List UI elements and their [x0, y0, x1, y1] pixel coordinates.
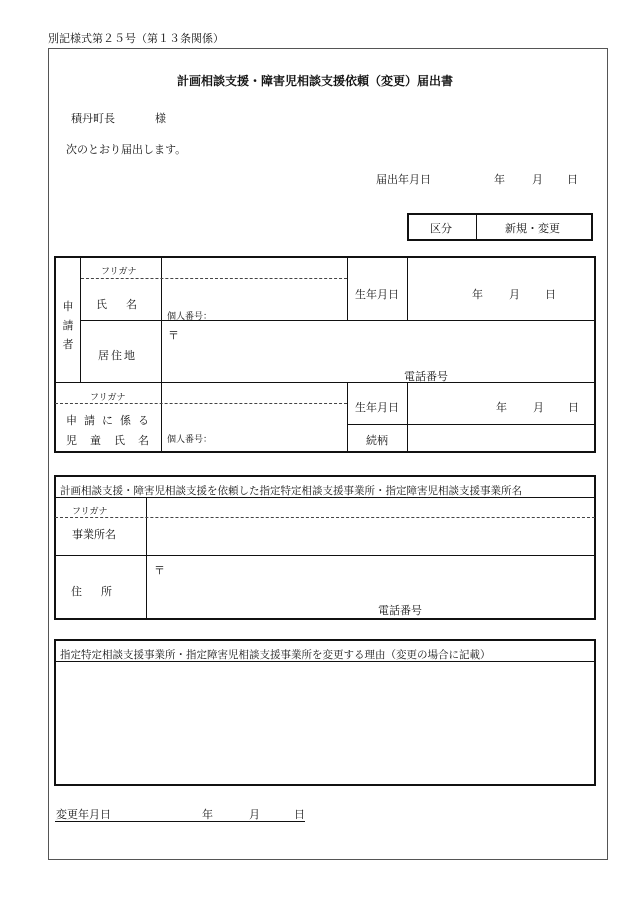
- addressee-name: 積丹町長: [71, 112, 115, 125]
- birth-value-divider-2: [407, 383, 408, 452]
- child-relation-label: 続柄: [366, 434, 388, 447]
- row-line-3: [347, 424, 595, 425]
- office-furigana-line: [55, 517, 595, 518]
- change-date-label: 変更年月日: [56, 808, 111, 821]
- reason-heading: 指定特定相談支援事業所・指定障害児相談支援事業所を変更する理由（変更の場合に記載）: [60, 649, 491, 661]
- furigana-line-1: [81, 278, 347, 279]
- applicant-birth-year: 年: [472, 288, 483, 301]
- category-label: 区分: [430, 222, 452, 235]
- applicant-group-char-3: 者: [62, 338, 74, 351]
- label-col-divider: [161, 257, 162, 452]
- furigana-line-2: [55, 403, 347, 404]
- form-number: 別記様式第２５号（第１３条関係）: [48, 32, 224, 45]
- category-value: 新規・変更: [505, 222, 560, 235]
- applicant-group-label: [60, 297, 76, 354]
- addressee-honorific: 様: [155, 112, 166, 125]
- applicant-group-char-2: 請: [62, 319, 74, 332]
- office-row-line: [55, 555, 595, 556]
- office-heading-line: [55, 497, 595, 498]
- category-divider: [476, 214, 477, 240]
- birth-label-divider-2: [347, 383, 348, 452]
- office-postal-mark: 〒: [154, 564, 165, 577]
- applicant-postal-mark: 〒: [168, 329, 179, 342]
- office-furigana-label: フリガナ: [72, 507, 108, 517]
- applicant-birth-month: 月: [509, 288, 520, 301]
- submission-month-unit: 月: [532, 173, 543, 186]
- applicant-birth-label: 生年月日: [355, 288, 399, 301]
- applicant-address-label: 居住地: [98, 349, 137, 362]
- change-date-day: 日: [294, 808, 305, 821]
- office-heading: 計画相談支援・障害児相談支援を依頼した指定特定相談支援事業所・指定障害児相談支援事業所名: [60, 485, 522, 497]
- birth-label-divider-1: [347, 257, 348, 321]
- applicant-personal-number: 個人番号：: [167, 312, 213, 322]
- reason-heading-line: [55, 661, 595, 662]
- child-furigana-label: フリガナ: [90, 393, 126, 403]
- office-address-label: 住 所: [71, 585, 116, 598]
- change-date-year: 年: [202, 808, 213, 821]
- submission-date-label: 届出年月日: [376, 173, 431, 186]
- intro-text: 次のとおり届出します。: [66, 143, 187, 156]
- child-label-line1: 申請に係る: [66, 414, 156, 427]
- row-line-2: [55, 382, 595, 383]
- row-line-1: [81, 320, 595, 321]
- child-personal-number: 個人番号：: [167, 435, 213, 445]
- birth-value-divider-1: [407, 257, 408, 321]
- applicant-group-char-1: 申: [62, 300, 74, 313]
- office-name-label: 事業所名: [72, 528, 116, 541]
- applicant-name-label: 氏 名: [96, 298, 141, 311]
- applicant-phone-label: 電話番号: [404, 370, 448, 383]
- change-date-month: 月: [249, 808, 260, 821]
- applicant-birth-day: 日: [545, 288, 556, 301]
- submission-day-unit: 日: [567, 173, 578, 186]
- form-title: 計画相談支援・障害児相談支援依頼（変更）届出書: [176, 74, 453, 88]
- child-birth-year: 年: [496, 401, 507, 414]
- child-birth-day: 日: [568, 401, 579, 414]
- child-label-line2: 児童氏名: [66, 434, 162, 447]
- applicant-furigana-label: フリガナ: [101, 267, 137, 277]
- child-birth-month: 月: [533, 401, 544, 414]
- child-birth-label: 生年月日: [355, 401, 399, 414]
- submission-year-unit: 年: [494, 173, 505, 186]
- office-phone-label: 電話番号: [378, 604, 422, 617]
- change-date-underline: [55, 821, 305, 822]
